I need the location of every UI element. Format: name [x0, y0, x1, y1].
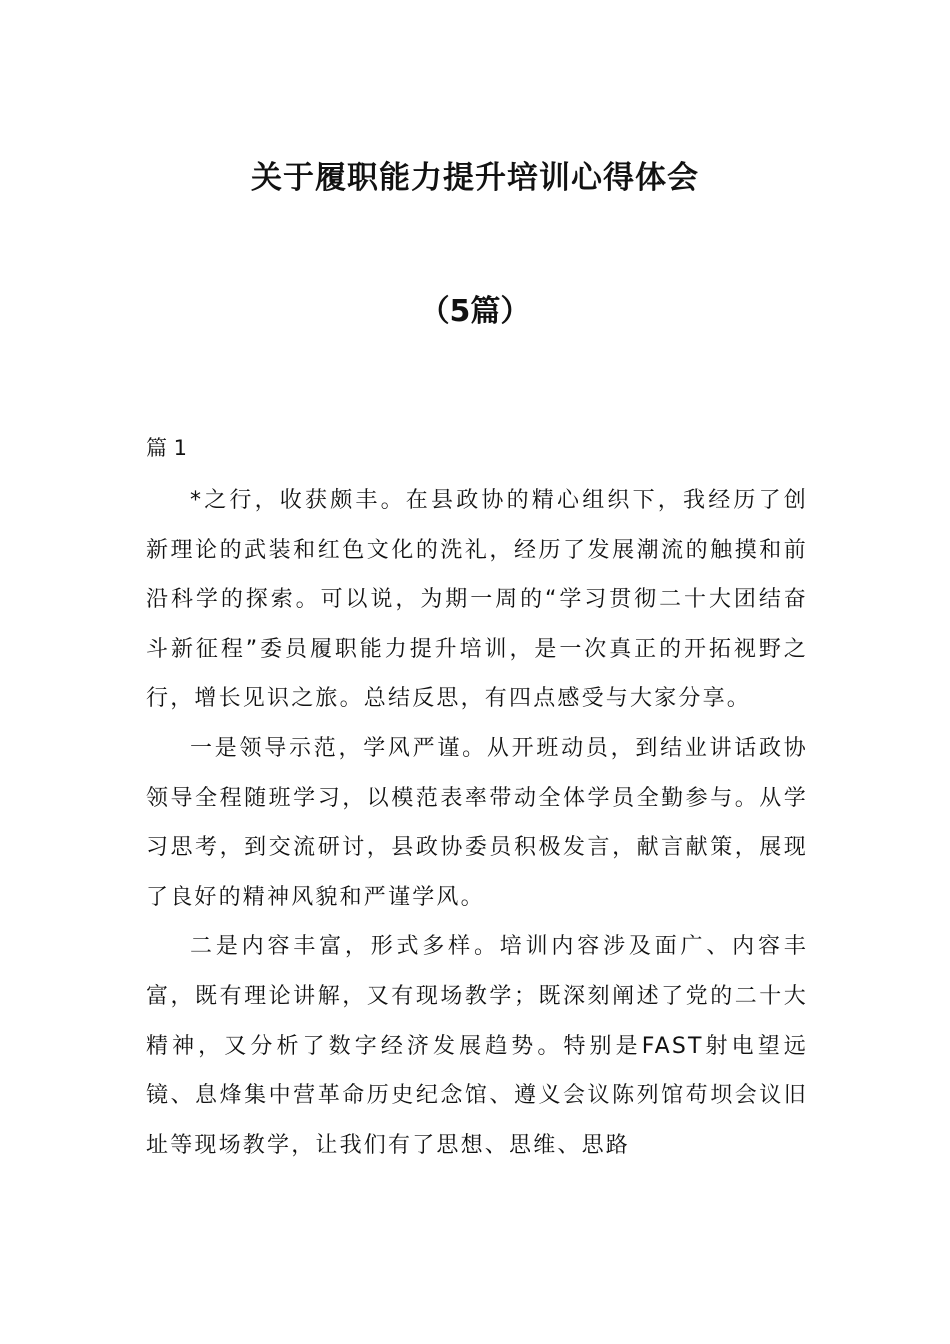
document-title: 关于履职能力提升培训心得体会 [251, 160, 699, 196]
section-label: 篇 1 [146, 436, 188, 460]
paragraph-2: 一是领导示范，学风严谨。从开班动员，到结业讲话政协领导全程随班学习，以模范表率带动全体学员全勤参与。从学习思考，到交流研讨，县政协委员积极发言，献言献策，展现了良好的精神风貌和严谨学风。 [146, 735, 808, 910]
document-subtitle: （5篇） [419, 294, 531, 329]
paragraph-3: 二是内容丰富，形式多样。培训内容涉及面广、内容丰富，既有理论讲解，又有现场教学；既深刻阐述了党的二十大精神，又分析了数字经济发展趋势。特别是FAST射电望远镜、息烽集中营革命历史纪念馆、遵义会议陈列馆苟坝会议旧址等现场教学，让我们有了思想、思维、思路 [146, 934, 808, 1158]
body-text [146, 476, 808, 1170]
paragraph-1: *之行，收获颇丰。在县政协的精心组织下，我经历了创新理论的武装和红色文化的洗礼，经历了发展潮流的触摸和前沿科学的探索。可以说，为期一周的“学习贯彻二十大团结奋斗新征程”委员履职能力提升培训，是一次真正的开拓视野之行，增长见识之旅。总结反思，有四点感受与大家分享。 [146, 488, 808, 712]
